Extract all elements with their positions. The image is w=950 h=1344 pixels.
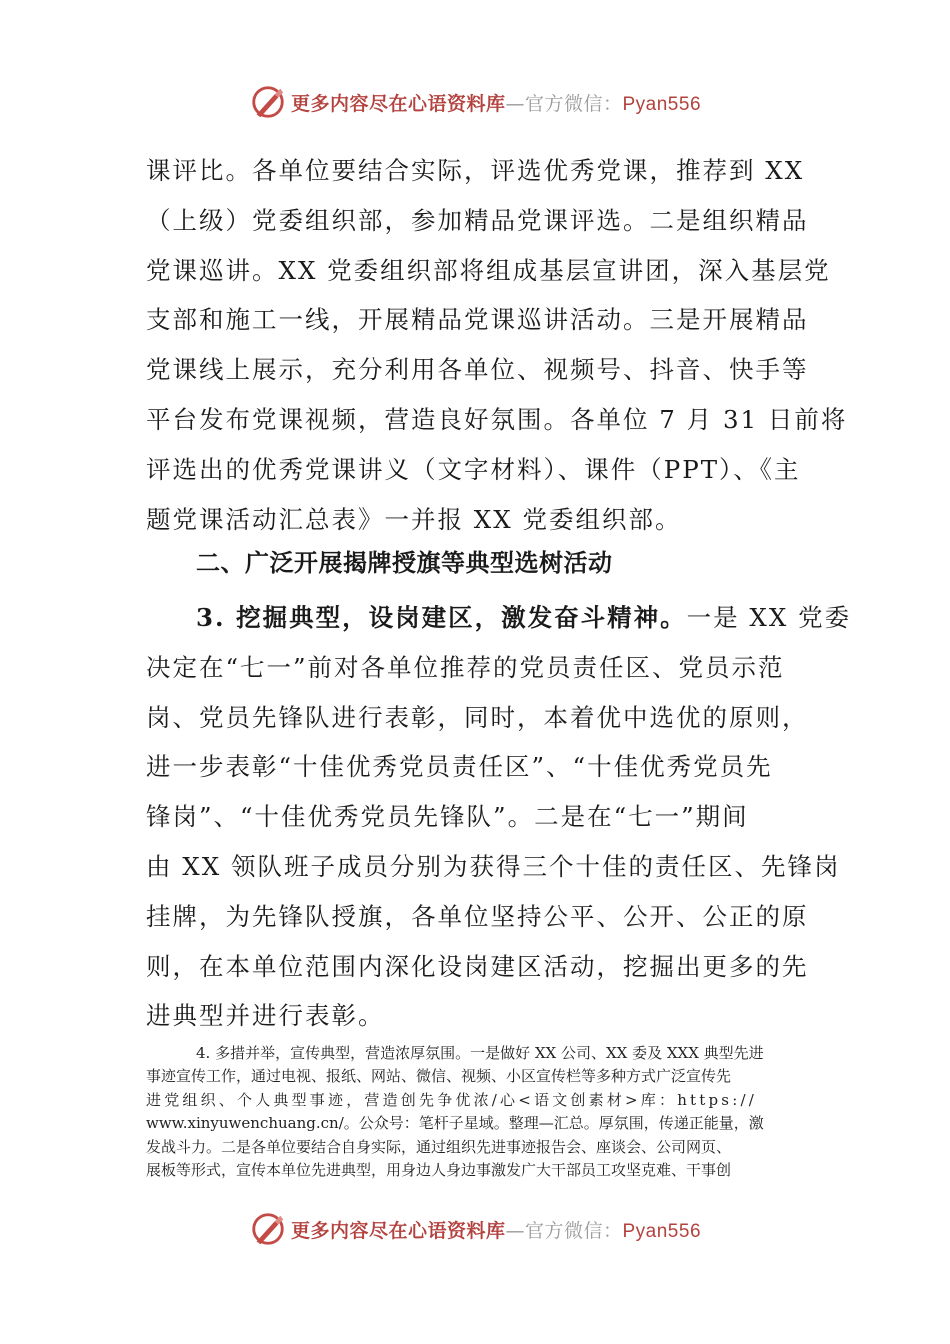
pen-logo-icon bbox=[249, 1210, 287, 1248]
text-line: 进党组织、个人典型事迹，营造创先争优浓/心<语文创素材>库：https:// bbox=[146, 1090, 757, 1109]
footer-banner bbox=[0, 1207, 950, 1251]
text-line: 党课巡讲。XX 党委组织部将组成基层宣讲团，深入基层党 bbox=[146, 255, 831, 285]
banner-dash: — bbox=[505, 1219, 525, 1242]
text-line: 平台发布党课视频，营造良好氛围。各单位 7 月 31 日前将 bbox=[146, 404, 848, 434]
banner-brand: 更多内容尽在心语资料库 bbox=[290, 1219, 506, 1242]
paragraph-party-lessons bbox=[146, 146, 848, 544]
paragraph-lead: 3. 挖掘典型，设岗建区，激发奋斗精神。 bbox=[196, 603, 687, 632]
banner-brand: 更多内容尽在心语资料库 bbox=[290, 92, 506, 115]
text-line: 发战斗力。二是各单位要结合自身实际，通过组织先进事迹报告会、座谈会、公司网页、 bbox=[146, 1137, 732, 1156]
banner-dash: — bbox=[505, 92, 525, 115]
text-line: 4. 多措并举，宣传典型，营造浓厚氛围。一是做好 XX 公司、XX 委及 XXX 典型先进 bbox=[196, 1044, 764, 1062]
text-line: 题党课活动汇总表》一并报 XX 党委组织部。 bbox=[146, 504, 682, 534]
text-line: 岗、党员先锋队进行表彰，同时，本着优中选优的原则， bbox=[146, 702, 809, 732]
pen-logo-icon bbox=[249, 83, 287, 121]
paragraph-publicity bbox=[146, 1042, 808, 1182]
banner-wechat-id: Pyan556 bbox=[622, 1220, 702, 1242]
banner-text bbox=[291, 89, 701, 116]
text-line: 则，在本单位范围内深化设岗建区活动，挖掘出更多的先 bbox=[146, 951, 809, 981]
text-line: 事迹宣传工作，通过电视、报纸、网站、微信、视频、小区宣传栏等多种方式广泛宣传先 bbox=[146, 1067, 732, 1086]
text-line: 锋岗”、“十佳优秀党员先锋队”。二是在“七一”期间 bbox=[146, 802, 749, 832]
banner-text bbox=[291, 1216, 701, 1243]
text-line: 评选出的优秀党课讲义（文字材料）、课件（PPT）、《主 bbox=[146, 454, 801, 484]
text-line: （上级）党委组织部，参加精品党课评选。二是组织精品 bbox=[146, 205, 809, 235]
paragraph-typical-models bbox=[146, 593, 852, 1041]
text-line: 挂牌，为先锋队授旗，各单位坚持公平、公开、公正的原 bbox=[146, 901, 809, 931]
text-line: 进典型并进行表彰。 bbox=[146, 1001, 385, 1031]
banner-wechat-label: 官方微信： bbox=[524, 92, 623, 115]
text-line: 进一步表彰“十佳优秀党员责任区”、“十佳优秀党员先 bbox=[146, 752, 773, 782]
text-line-first bbox=[146, 593, 852, 643]
banner-wechat-id: Pyan556 bbox=[622, 93, 702, 115]
text-line: 党课线上展示，充分利用各单位、视频号、抖音、快手等 bbox=[146, 355, 809, 385]
text-line: 支部和施工一线，开展精品党课巡讲活动。三是开展精品 bbox=[146, 305, 809, 335]
banner-wechat-label: 官方微信： bbox=[524, 1219, 623, 1242]
text-line: 由 XX 领队班子成员分别为获得三个十佳的责任区、先锋岗 bbox=[146, 851, 841, 881]
text-line: www.xinyuwenchuang.cn/。公众号：笔杆子星域。整理—汇总。厚氛围，传递正能量，激 bbox=[146, 1114, 764, 1133]
text-line: 决定在“七一”前对各单位推荐的党员责任区、党员示范 bbox=[146, 652, 785, 682]
header-banner bbox=[0, 80, 950, 124]
paragraph-lead-rest: 一是 XX 党委 bbox=[686, 603, 852, 632]
text-line: 课评比。各单位要结合实际，评选优秀党课，推荐到 XX bbox=[146, 156, 805, 185]
section-heading: 二、广泛开展揭牌授旗等典型选树活动 bbox=[196, 549, 613, 577]
text-line: 展板等形式，宣传本单位先进典型，用身边人身边事激发广大干部员工攻坚克难、干事创 bbox=[146, 1160, 732, 1179]
